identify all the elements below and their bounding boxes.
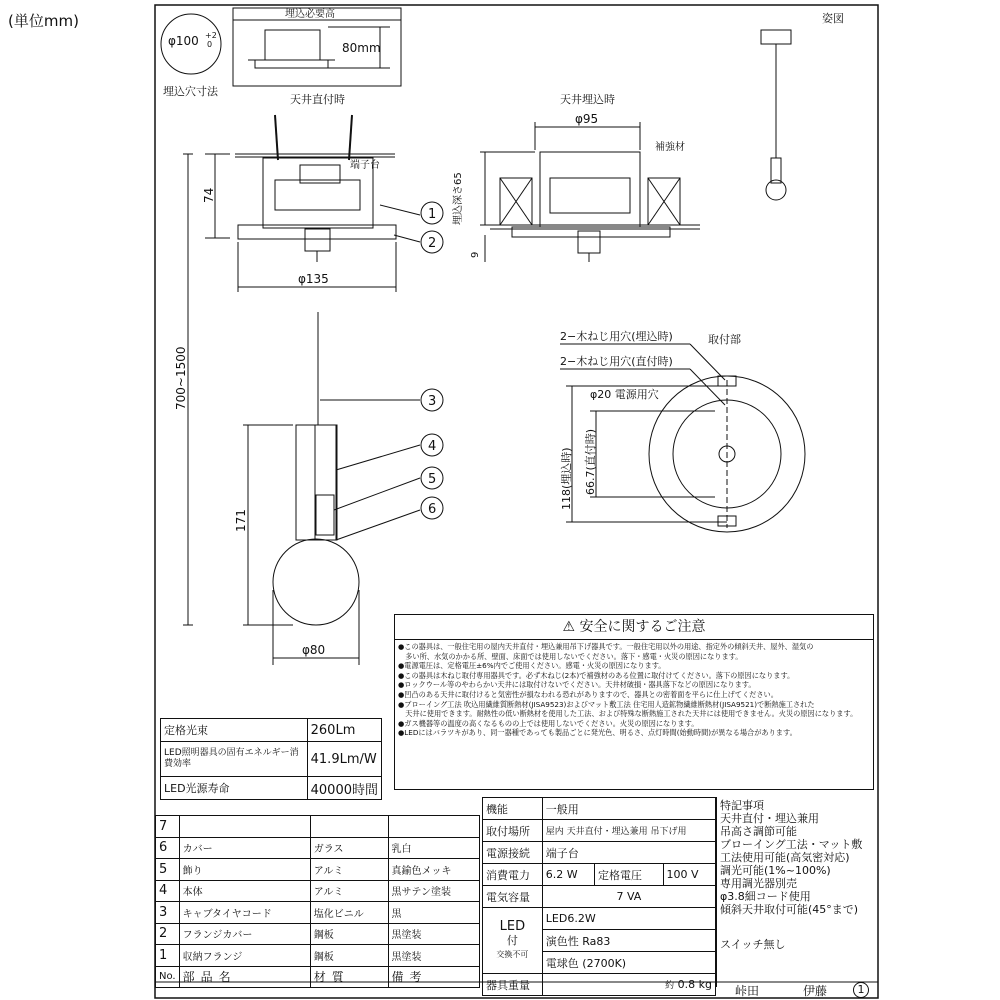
view-embedded [451, 92, 700, 262]
svg-text:118(埋込時): 118(埋込時) [560, 447, 573, 510]
parts-row [156, 837, 480, 859]
note-line: 傾斜天井取付可能(45°まで) [720, 903, 859, 916]
led-model: LED6.2W [542, 908, 715, 930]
part-note: 黒塗装 [388, 923, 479, 945]
part-note: 黒サテン塗装 [388, 880, 479, 902]
svg-text:φ100: φ100 [168, 34, 199, 48]
svg-text:φ95: φ95 [575, 112, 599, 126]
svg-text:4: 4 [428, 439, 437, 454]
part-no: 2 [156, 923, 180, 945]
note-line: φ3.8細コード使用 [720, 890, 811, 903]
view-label: 姿図 [822, 12, 844, 25]
callout-1 [421, 202, 443, 224]
voltage-label: 定格電圧 [595, 864, 664, 886]
part-name: 収納フランジ [179, 945, 310, 967]
safety-note: 天井に使用できます。耐熱性の低い断熱材を使用した工法、および特殊な断熱施工された天井には使用できません。火災の原因になります。 [398, 709, 858, 719]
svg-text:0: 0 [207, 40, 213, 49]
part-no: 6 [156, 837, 180, 859]
parts-row [156, 880, 480, 902]
safety-note: ●凹凸のある天井に取付けると気密性が損なわれる恐れがありますので、器具との密着面を平らに仕上げてください。 [398, 689, 778, 699]
spec-value: 260Lm [307, 719, 381, 742]
header-name: 部品名 [179, 966, 310, 988]
power-value: 6.2 W [542, 864, 594, 886]
power-label: 消費電力 [483, 864, 543, 886]
spec-label: LED光源寿命 [161, 777, 308, 800]
spec-row [161, 719, 382, 742]
svg-text:埋込必要高: 埋込必要高 [285, 9, 335, 20]
sheet-number: 1 [853, 982, 869, 998]
spec-value: 40000時間 [307, 777, 381, 800]
part-no: 4 [156, 880, 180, 902]
spec-row [161, 742, 382, 777]
part-note: 真鍮色メッキ [388, 859, 479, 881]
safety-title: ⚠ 安全に関するご注意 [395, 615, 873, 640]
part-no: 1 [156, 945, 180, 967]
embed-height-box [233, 7, 401, 86]
part-material: 鋼板 [310, 945, 388, 967]
capacity-label: 電気容量 [483, 886, 543, 908]
part-name: キャブタイヤコード [179, 902, 310, 924]
part-name [179, 816, 310, 838]
product-info-table [482, 797, 716, 996]
note-line: 吊高さ調節可能 [720, 825, 797, 838]
safety-notes-list [395, 640, 873, 740]
svg-text:171: 171 [234, 509, 248, 532]
safety-note: ●ガス機器等の温度の高くなるものの上では使用しないでください。火災の原因になります。 [398, 718, 699, 728]
function-value: 一般用 [542, 798, 715, 820]
svg-text:6: 6 [428, 502, 437, 517]
parts-row [156, 923, 480, 945]
svg-text:φ135: φ135 [298, 272, 329, 286]
svg-text:φ80: φ80 [302, 643, 326, 657]
weight-value: 約 0.8 kg [542, 974, 715, 996]
part-material [310, 816, 388, 838]
svg-text:1: 1 [428, 207, 437, 222]
svg-text:埋込穴寸法: 埋込穴寸法 [163, 85, 218, 98]
spec-label: 定格光束 [161, 719, 308, 742]
connection-label: 電源接続 [483, 842, 543, 864]
parts-row [156, 816, 480, 838]
svg-text:66.7(直付時): 66.7(直付時) [584, 428, 597, 495]
note-line: 工法使用可能(高気密対応) [720, 851, 850, 864]
svg-text:埋込深さ65: 埋込深さ65 [453, 172, 464, 225]
connection-value: 端子台 [542, 842, 715, 864]
note-line: 専用調光器別売 [720, 877, 797, 890]
led-sub: 付 [506, 933, 518, 947]
led-sub2: 交換不可 [496, 949, 529, 959]
switch-note: スイッチ無し [720, 938, 786, 951]
part-material: 塩化ビニル [310, 902, 388, 924]
safety-note: ●ブローイング工法 吹込用繊維質断熱材(JISA9523)およびマット敷工法 住宅用人造鉱物繊維断熱材(JISA9521)で断熱施工された [398, 699, 815, 709]
capacity-value: 7 VA [542, 886, 715, 908]
part-no: 3 [156, 902, 180, 924]
part-name: 飾り [179, 859, 310, 881]
parts-table [155, 815, 480, 988]
svg-text:取付部: 取付部 [708, 333, 741, 346]
part-material: アルミ [310, 859, 388, 881]
svg-text:2−木ねじ用穴(直付時): 2−木ねじ用穴(直付時) [560, 355, 673, 368]
drafter-name: 峠田 [735, 984, 760, 998]
parts-row [156, 859, 480, 881]
title-block-footer [155, 982, 878, 998]
place-value: 屋内 天井直付・埋込兼用 吊下げ用 [542, 820, 715, 842]
header-material: 材質 [310, 966, 388, 988]
part-name: フランジカバー [179, 923, 310, 945]
view-mounting [559, 329, 805, 532]
svg-text:+2: +2 [205, 31, 217, 40]
unit-label: (単位mm) [8, 12, 79, 30]
function-label: 機能 [483, 798, 543, 820]
safety-notes-panel [394, 614, 874, 790]
safety-note: ●この器具は木ねじ取付専用器具です。必ず木ねじ(2本)で補強材のある位置に取付けてください。落下の原因になります。 [398, 670, 795, 680]
led-label: LED [499, 918, 526, 934]
callout-6 [421, 497, 443, 519]
callout-4 [421, 434, 443, 456]
view-surface-mount [202, 92, 420, 292]
spec-label: LED照明器具の固有エネルギー消費効率 [161, 742, 308, 777]
led-cell [483, 908, 543, 974]
svg-text:端子台: 端子台 [350, 160, 380, 171]
safety-note: ●電源電圧は、定格電圧±6%内でご使用ください。感電・火災の原因になります。 [398, 661, 666, 671]
voltage-value: 100 V [663, 864, 716, 886]
callout-5 [421, 467, 443, 489]
svg-text:φ20 電源用穴: φ20 電源用穴 [590, 388, 659, 401]
parts-row [156, 945, 480, 967]
spec-row [161, 777, 382, 800]
note-line: ブローイング工法・マット敷 [720, 838, 863, 851]
safety-note: ●LEDにはバラツキがあり、同一器種であっても製品ごとに発光色、明るさ、点灯時間(始動時間)が異なる場合があります。 [398, 728, 797, 738]
special-notes [716, 797, 878, 987]
header-note: 備考 [388, 966, 479, 988]
view-pendant-small [761, 30, 791, 200]
part-note [388, 816, 479, 838]
part-no: 5 [156, 859, 180, 881]
safety-note: 多い所、水気のかかる所、壁面、床面では使用しないでください。落下・感電・火災の原因になります。 [398, 651, 743, 661]
header-no: No. [156, 966, 180, 988]
svg-text:2: 2 [428, 236, 437, 251]
svg-text:3: 3 [428, 394, 437, 409]
part-no: 7 [156, 816, 180, 838]
color-rendering: 演色性 Ra83 [542, 930, 715, 952]
safety-note: ●ロックウール等のやわらかい天井には取付けないでください。天井材破損・器具落下などの原因になります。 [398, 680, 756, 690]
part-material: 鋼板 [310, 923, 388, 945]
svg-text:9: 9 [470, 251, 481, 258]
svg-text:700~1500: 700~1500 [174, 346, 188, 410]
note-line: 調光可能(1%~100%) [720, 864, 831, 877]
svg-text:5: 5 [428, 472, 437, 487]
callout-2 [421, 231, 443, 253]
callout-3 [421, 389, 443, 411]
weight-label: 器具重量 [483, 974, 543, 996]
part-name: 本体 [179, 880, 310, 902]
spec-value: 41.9Lm/W [307, 742, 381, 777]
light-color: 電球色 (2700K) [542, 952, 715, 974]
svg-text:74: 74 [202, 187, 216, 203]
checker-name: 伊藤 [803, 984, 828, 998]
view-pendant-main [174, 154, 420, 665]
part-material: ガラス [310, 837, 388, 859]
part-note: 乳白 [388, 837, 479, 859]
svg-text:80mm: 80mm [342, 41, 381, 55]
svg-text:天井埋込時: 天井埋込時 [560, 93, 615, 106]
safety-note: ●この器具は、一般住宅用の屋内天井直付・埋込兼用吊下げ器具です。一般住宅用以外の用途、指定外の傾斜天井、屋外、湿気の [398, 642, 814, 651]
svg-text:2−木ねじ用穴(埋込時): 2−木ねじ用穴(埋込時) [560, 330, 673, 343]
notes-title: 特記事項 [720, 799, 764, 812]
part-material: アルミ [310, 880, 388, 902]
svg-text:天井直付時: 天井直付時 [290, 93, 345, 106]
part-name: カバー [179, 837, 310, 859]
parts-row [156, 902, 480, 924]
note-line: 天井直付・埋込兼用 [720, 812, 819, 825]
hole-dimension [161, 14, 221, 98]
part-note: 黒 [388, 902, 479, 924]
place-label: 取付場所 [483, 820, 543, 842]
part-note: 黒塗装 [388, 945, 479, 967]
spec-table [160, 718, 382, 800]
svg-text:補強材: 補強材 [655, 142, 685, 153]
